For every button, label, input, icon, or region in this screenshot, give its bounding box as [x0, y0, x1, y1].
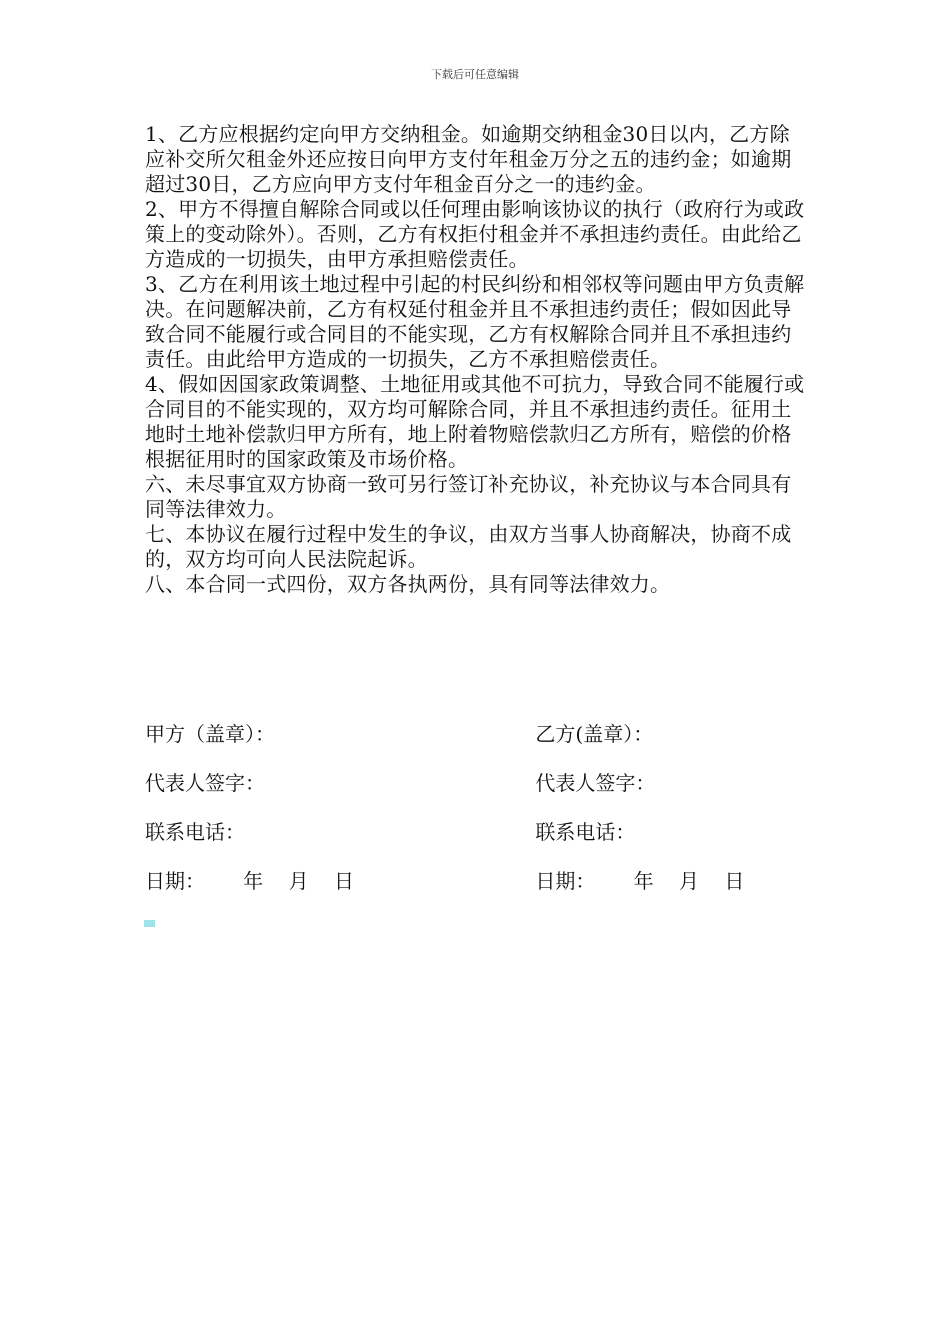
clause-2: 2、甲方不得擅自解除合同或以任何理由影响该协议的执行（政府行为或政策上的变动除外）。否则，乙方有权拒付租金并不承担违约责任。由此给乙方造成的一切损失，由甲方承担赔偿责任。: [145, 197, 805, 271]
party-b-seal: 乙方(盖章）：: [535, 722, 654, 746]
party-a-phone: 联系电话：: [145, 820, 245, 844]
signature-block: [145, 722, 825, 918]
clause-6: 六、未尽事宜双方协商一致可另行签订补充协议，补充协议与本合同具有同等法律效力。: [145, 472, 792, 521]
text-cursor-marker: [144, 920, 155, 927]
clause-7: 七、本协议在履行过程中发生的争议，由双方当事人协商解决，协商不成的，双方均可向人民法院起诉。: [145, 522, 792, 571]
clause-3: 3、乙方在利用该土地过程中引起的村民纠纷和相邻权等问题由甲方负责解决。在问题解决前，乙方有权延付租金并且不承担违约责任；假如因此导致合同不能履行或合同目的不能实现，乙方有权解除合同并且不承担违约责任。由此给甲方造成的一切损失，乙方不承担赔偿责任。: [145, 272, 805, 371]
contract-clauses: [145, 122, 805, 597]
party-b-phone: 联系电话：: [535, 820, 636, 844]
phone-row: [145, 820, 825, 845]
party-b-date: 日期： 年 月 日: [535, 869, 745, 893]
page-header: 下载后可任意编辑: [431, 68, 519, 81]
representative-row: [145, 771, 825, 796]
seal-row: [145, 722, 825, 747]
party-a-date: 日期： 年 月 日: [145, 869, 355, 893]
clause-8: 八、本合同一式四份，双方各执两份，具有同等法律效力。: [145, 572, 671, 596]
party-a-representative: 代表人签字：: [145, 771, 265, 795]
party-a-seal: 甲方（盖章）：: [145, 722, 275, 746]
party-b-representative: 代表人签字：: [535, 771, 656, 795]
clause-4: 4、假如因国家政策调整、土地征用或其他不可抗力，导致合同不能履行或合同目的不能实现的，双方均可解除合同，并且不承担违约责任。征用土地时土地补偿款归甲方所有，地上附着物赔偿款归乙方所有，赔偿的价格根据征用时的国家政策及市场价格。: [145, 372, 805, 471]
clause-1: 1、乙方应根据约定向甲方交纳租金。如逾期交纳租金30日以内，乙方除应补交所欠租金外还应按日向甲方支付年租金万分之五的违约金；如逾期超过30日，乙方应向甲方支付年租金百分之一的违约金。: [145, 122, 792, 196]
date-row: [145, 869, 825, 894]
